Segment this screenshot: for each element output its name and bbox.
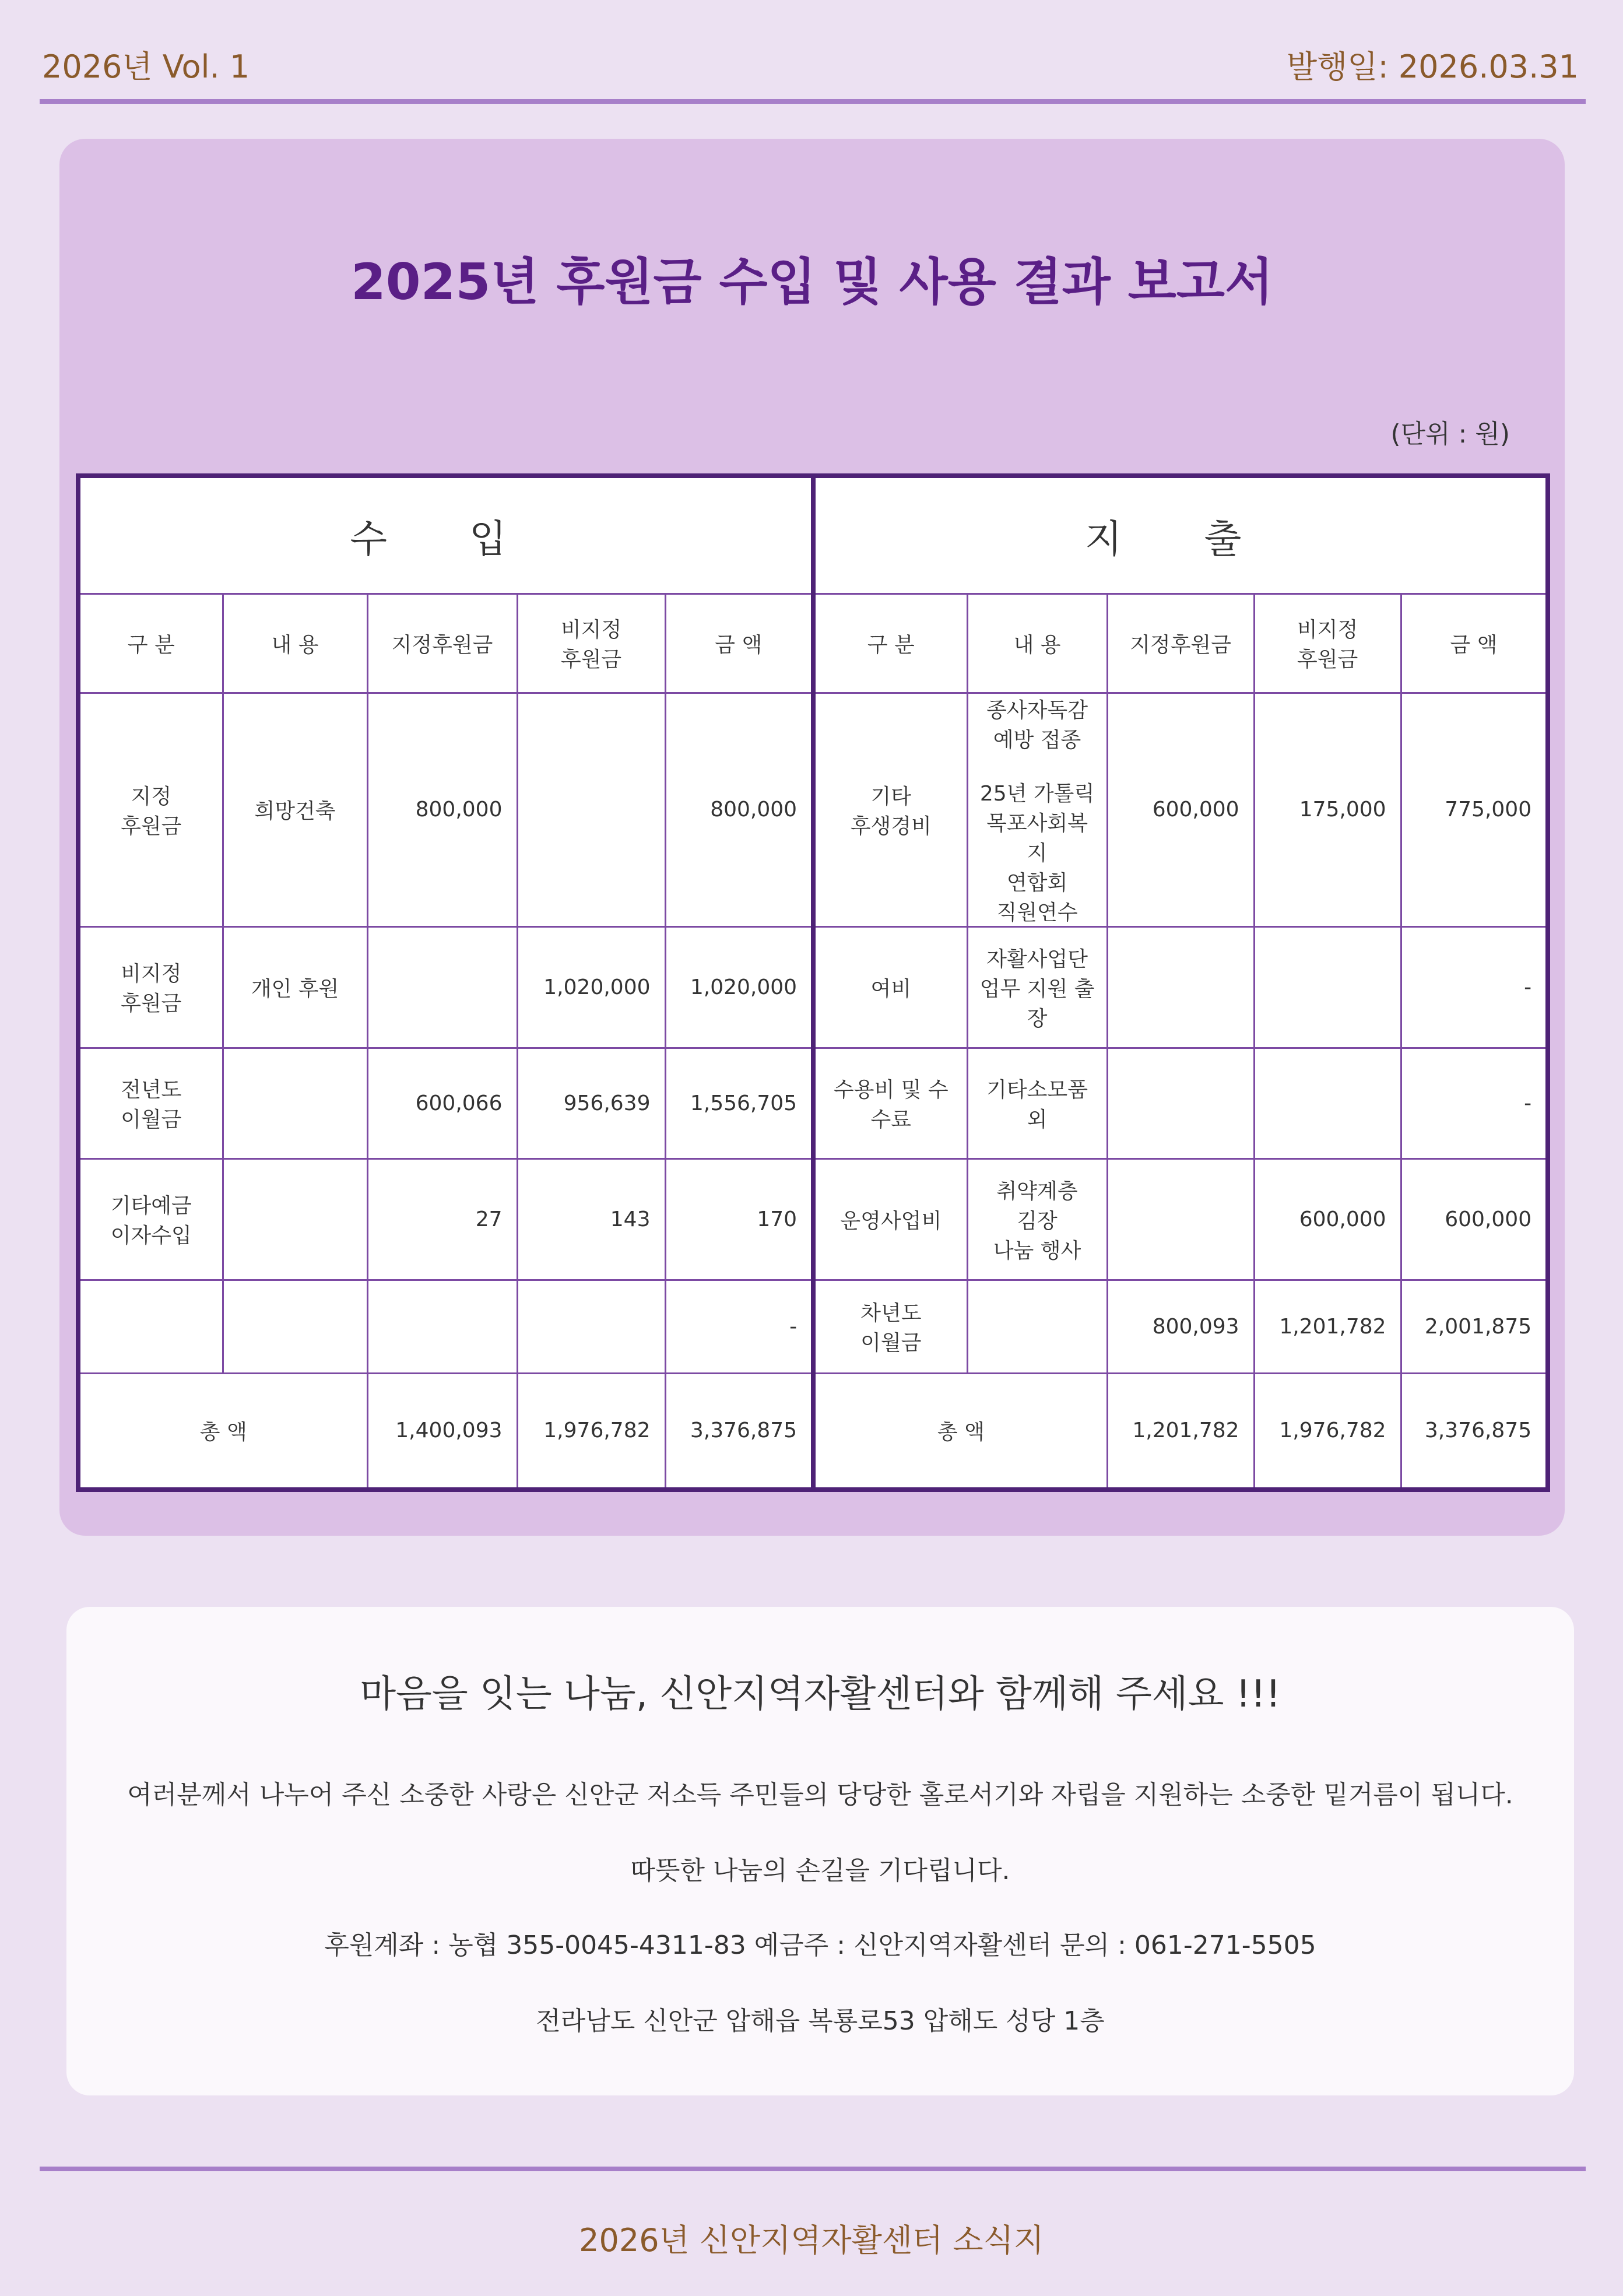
expense-designated-cell bbox=[1107, 1158, 1254, 1280]
expense-section-header: 지 출 bbox=[813, 476, 1548, 594]
expense-category-cell: 차년도 이월금 bbox=[813, 1280, 967, 1373]
expense-designated-cell: 800,093 bbox=[1107, 1280, 1254, 1373]
expense-content-header: 내 용 bbox=[967, 594, 1107, 693]
expense-content-cell: 취약계층 김장 나눔 행사 bbox=[967, 1158, 1107, 1280]
income-amount-cell: 1,020,000 bbox=[665, 926, 813, 1048]
expense-category-header: 구 분 bbox=[813, 594, 967, 693]
income-total-undesignated: 1,976,782 bbox=[517, 1373, 665, 1490]
expense-content-cell: 기타소모품외 bbox=[967, 1048, 1107, 1158]
table-row bbox=[78, 1280, 1548, 1373]
expense-category-cell: 기타 후생경비 bbox=[813, 693, 967, 926]
income-total-designated: 1,400,093 bbox=[367, 1373, 517, 1490]
expense-undesignated-cell: 600,000 bbox=[1254, 1158, 1401, 1280]
income-designated-cell: 800,000 bbox=[367, 693, 517, 926]
income-section-header: 수 입 bbox=[78, 476, 813, 594]
address-line: 전라남도 신안군 압해읍 복룡로53 압해도 성당 1층 bbox=[536, 2006, 1105, 2036]
table-row bbox=[78, 926, 1548, 1048]
expense-designated-cell bbox=[1107, 1048, 1254, 1158]
expense-amount-cell: 775,000 bbox=[1401, 693, 1548, 926]
income-category-header: 구 분 bbox=[78, 594, 223, 693]
income-undesignated-cell: 956,639 bbox=[517, 1048, 665, 1158]
expense-undesignated-cell: 175,000 bbox=[1254, 693, 1401, 926]
top-divider bbox=[40, 99, 1586, 104]
income-undesignated-cell: 143 bbox=[517, 1158, 665, 1280]
income-designated-cell bbox=[367, 926, 517, 1048]
income-content-header: 내 용 bbox=[223, 594, 367, 693]
message-line-1: 여러분께서 나누어 주신 소중한 사랑은 신안군 저소득 주민들의 당당한 홀로서기와 자립을 지원하는 소중한 밑거름이 됩니다. bbox=[127, 1780, 1513, 1810]
expense-content-cell bbox=[967, 1280, 1107, 1373]
expense-total-undesignated: 1,976,782 bbox=[1254, 1373, 1401, 1490]
expense-category-cell: 수용비 및 수수료 bbox=[813, 1048, 967, 1158]
income-designated-cell: 27 bbox=[367, 1158, 517, 1280]
issue-label: 2026년 Vol. 1 bbox=[42, 48, 250, 85]
expense-amount-header: 금 액 bbox=[1401, 594, 1548, 693]
donation-account-line: 후원계좌 : 농협 355-0045-4311-83 예금주 : 신안지역자활센터 문의 : 061-271-5505 bbox=[324, 1930, 1316, 1960]
expense-total-label: 총 액 bbox=[813, 1373, 1107, 1490]
expense-amount-cell: 2,001,875 bbox=[1401, 1280, 1548, 1373]
message-title: 마음을 잇는 나눔, 신안지역자활센터와 함께해 주세요 !!! bbox=[360, 1673, 1281, 1716]
income-amount-header: 금 액 bbox=[665, 594, 813, 693]
expense-undesignated-cell: 1,201,782 bbox=[1254, 1280, 1401, 1373]
income-content-cell: 희망건축 bbox=[223, 693, 367, 926]
income-undesignated-cell: 1,020,000 bbox=[517, 926, 665, 1048]
income-total-amount: 3,376,875 bbox=[665, 1373, 813, 1490]
column-header-row bbox=[78, 594, 1548, 693]
expense-undesignated-header: 비지정 후원금 bbox=[1254, 594, 1401, 693]
unit-label: (단위 : 원) bbox=[1390, 419, 1510, 449]
expense-amount-cell: - bbox=[1401, 926, 1548, 1048]
table-row bbox=[78, 693, 1548, 926]
income-amount-cell: 800,000 bbox=[665, 693, 813, 926]
income-undesignated-cell bbox=[517, 693, 665, 926]
income-category-cell: 비지정 후원금 bbox=[78, 926, 223, 1048]
expense-content-cell: 종사자독감 예방 접종 25년 가톨릭 목포사회복지 연합회 직원연수 bbox=[967, 693, 1107, 926]
income-content-cell bbox=[223, 1158, 367, 1280]
income-amount-cell: 170 bbox=[665, 1158, 813, 1280]
income-undesignated-cell bbox=[517, 1280, 665, 1373]
income-total-label: 총 액 bbox=[78, 1373, 367, 1490]
expense-designated-header: 지정후원금 bbox=[1107, 594, 1254, 693]
bottom-divider bbox=[40, 2167, 1586, 2171]
expense-category-cell: 여비 bbox=[813, 926, 967, 1048]
income-content-cell bbox=[223, 1048, 367, 1158]
income-category-cell: 기타예금 이자수입 bbox=[78, 1158, 223, 1280]
table-row bbox=[78, 1158, 1548, 1280]
expense-designated-cell: 600,000 bbox=[1107, 693, 1254, 926]
expense-content-cell: 자활사업단 업무 지원 출장 bbox=[967, 926, 1107, 1048]
income-undesignated-header: 비지정 후원금 bbox=[517, 594, 665, 693]
income-designated-cell: 600,066 bbox=[367, 1048, 517, 1158]
expense-amount-cell: - bbox=[1401, 1048, 1548, 1158]
message-line-2: 따뜻한 나눔의 손길을 기다립니다. bbox=[630, 1856, 1010, 1886]
footer-text: 2026년 신안지역자활센터 소식지 bbox=[579, 2222, 1044, 2259]
report-title: 2025년 후원금 수입 및 사용 결과 보고서 bbox=[350, 253, 1274, 311]
income-designated-cell bbox=[367, 1280, 517, 1373]
expense-total-amount: 3,376,875 bbox=[1401, 1373, 1548, 1490]
expense-designated-cell bbox=[1107, 926, 1254, 1048]
income-amount-cell: 1,556,705 bbox=[665, 1048, 813, 1158]
total-row bbox=[78, 1373, 1548, 1490]
income-amount-cell: - bbox=[665, 1280, 813, 1373]
table-row bbox=[78, 1048, 1548, 1158]
publish-date: 발행일: 2026.03.31 bbox=[1286, 48, 1579, 85]
expense-amount-cell: 600,000 bbox=[1401, 1158, 1548, 1280]
expense-category-cell: 운영사업비 bbox=[813, 1158, 967, 1280]
income-category-cell: 지정 후원금 bbox=[78, 693, 223, 926]
finance-table bbox=[76, 473, 1550, 1492]
expense-total-designated: 1,201,782 bbox=[1107, 1373, 1254, 1490]
income-category-cell bbox=[78, 1280, 223, 1373]
expense-undesignated-cell bbox=[1254, 1048, 1401, 1158]
expense-undesignated-cell bbox=[1254, 926, 1401, 1048]
income-content-cell: 개인 후원 bbox=[223, 926, 367, 1048]
income-content-cell bbox=[223, 1280, 367, 1373]
income-category-cell: 전년도 이월금 bbox=[78, 1048, 223, 1158]
income-designated-header: 지정후원금 bbox=[367, 594, 517, 693]
donation-message-box bbox=[66, 1607, 1574, 2095]
